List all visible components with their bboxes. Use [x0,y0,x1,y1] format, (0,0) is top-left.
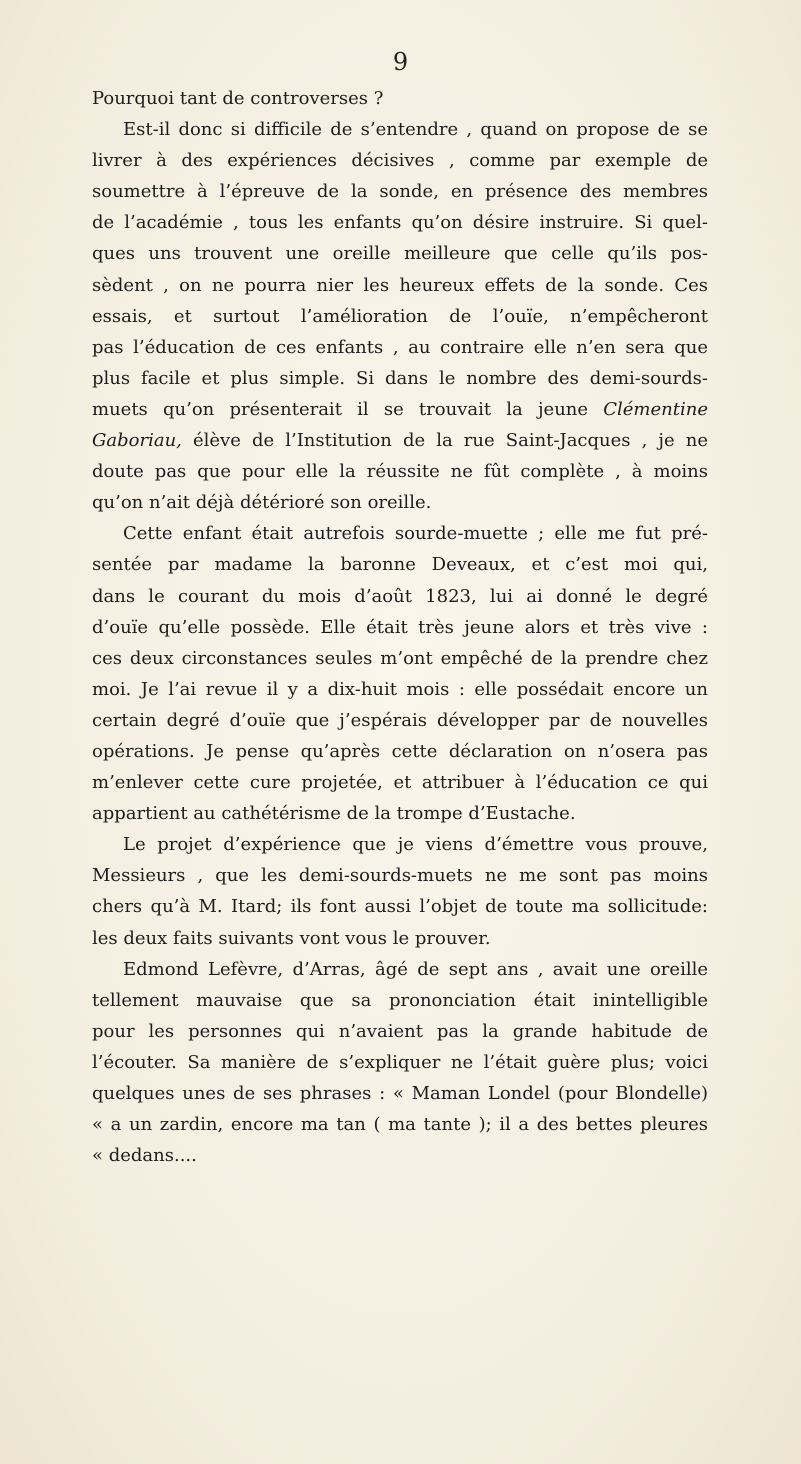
text-line [92,363,708,394]
text-line [92,798,708,829]
text-line [92,270,708,301]
line-text: ces deux circonstances seules m’ont empêché de la prendre chez [92,647,708,669]
text-line [92,207,708,238]
text-line [92,301,708,332]
line-text: « dedans.... [92,1145,197,1167]
line-text: dans le courant du mois d’août 1823, lui ai donné le degré [92,585,708,607]
line-text: tellement mauvaise que sa prononciation était inintelligible [92,989,708,1011]
text-line [92,487,708,518]
text-line [92,332,708,363]
line-text: Cette enfant était autrefois sourde-muette ; elle me fut pré- [123,523,708,545]
text-line [92,1109,708,1140]
line-text: moi. Je l’ai revue il y a dix-huit mois : elle possédait encore un [92,678,708,700]
text-line [92,612,708,643]
text-line [92,1078,708,1109]
text-line [92,767,708,798]
line-text: l’écouter. Sa manière de s’expliquer ne l’était guère plus; voici [92,1051,708,1073]
line-text: ques uns trouvent une oreille meilleure que celle qu’ils pos- [92,243,708,265]
line-text: pour les personnes qui n’avaient pas la grande habitude de [92,1020,708,1042]
text-line [92,643,708,674]
text-line [92,456,708,487]
line-text: essais, et surtout l’amélioration de l’ouïe, n’empêcheront [92,305,708,327]
line-text: quelques unes de ses phrases : « Maman Londel (pour Blondelle) [92,1083,708,1104]
line-text: m’enlever cette cure projetée, et attribuer à l’éducation ce qui [92,772,708,794]
text-line [92,394,708,425]
line-text: qu’on n’ait déjà détérioré son oreille. [92,492,432,514]
line-text: élève de l’Institution de la rue Saint-Jacques , je ne [192,430,708,452]
text-line [92,674,708,705]
line-text: muets qu’on présenterait il se trouvait la jeune [92,398,589,420]
text-line [92,238,708,269]
line-text: Pourquoi tant de controverses ? [92,88,384,109]
text-line [92,891,708,922]
line-text: plus facile et plus simple. Si dans le nombre des demi-sourds- [92,367,708,389]
text-line [92,1140,708,1171]
line-text: sèdent , on ne pourra nier les heureux effets de la sonde. Ces [92,274,708,296]
line-text: les deux faits suivants vont vous le prouver. [92,927,491,949]
text-line [92,581,708,612]
text-line [92,549,708,580]
text-line [92,705,708,736]
line-text: de l’académie , tous les enfants qu’on désire instruire. Si quel- [92,212,708,234]
text-line [92,954,708,985]
text-line [92,829,708,860]
line-text: Edmond Lefèvre, d’Arras, âgé de sept ans , avait une oreille [123,958,708,980]
line-text: Est-il donc si difficile de s’entendre , quand on propose de se [123,119,708,141]
line-text: sentée par madame la baronne Deveaux, et c’est moi qui, [92,554,708,576]
text-line [92,114,708,145]
line-text: Le projet d’expérience que je viens d’émettre vous prouve, [123,834,708,856]
text-line [92,1047,708,1078]
body-text [92,83,708,1171]
text-line [92,923,708,954]
line-text: d’ouïe qu’elle possède. Elle était très jeune alors et très vive : [92,616,708,638]
text-line [92,985,708,1016]
line-text: « a un zardin, encore ma tan ( ma tante ); il a des bettes pleures [92,1114,708,1136]
text-line [92,145,708,176]
line-text: Messieurs , que les demi-sourds-muets ne me sont pas moins [92,865,708,887]
text-line [92,425,708,456]
line-text: opérations. Je pense qu’après cette déclaration on n’osera pas [92,740,708,762]
line-text: appartient au cathétérisme de la trompe d’Eustache. [92,803,576,825]
text-line [92,736,708,767]
text-line [92,518,708,549]
text-line [92,1016,708,1047]
italic-name: Clémentine [603,398,708,420]
line-text: doute pas que pour elle la réussite ne fût complète , à moins [92,461,708,483]
text-line [92,860,708,891]
text-line [92,176,708,207]
line-text: chers qu’à M. Itard; ils font aussi l’objet de toute ma sollicitude: [92,896,708,918]
line-text: certain degré d’ouïe que j’espérais développer par de nouvelles [92,709,708,731]
line-text: soumettre à l’épreuve de la sonde, en présence des membres [92,181,708,203]
line-text: livrer à des expériences décisives , comme par exemple de [92,150,708,172]
line-text: pas l’éducation de ces enfants , au contraire elle n’en sera que [92,336,708,358]
page-number: 9 [392,48,409,76]
italic-name: Gaboriau, [92,430,182,452]
text-line [92,83,708,114]
